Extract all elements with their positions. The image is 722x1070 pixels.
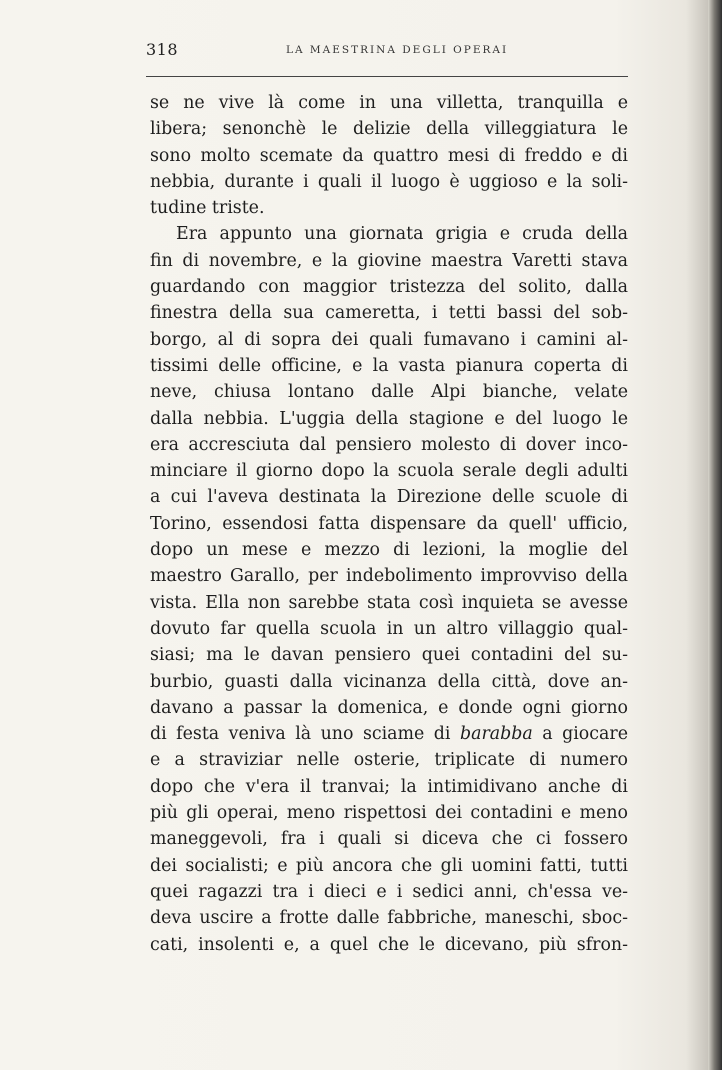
text-line: guardando con maggior tristezza del solito, dalla	[150, 277, 628, 298]
text-segment: di festa veniva là uno sciame di	[150, 724, 460, 745]
text-line: minciare il giorno dopo la scuola serale degli adulti	[150, 461, 628, 482]
text-line: davano a passar la domenica, e donde ogni giorno	[150, 697, 628, 718]
text-segment: a giocare	[532, 724, 628, 745]
paragraph-start-line: Era appunto una giornata grigia e cruda della	[176, 224, 628, 245]
text-line: e a straviziar nelle osterie, triplicate di numero	[150, 750, 628, 771]
text-line: dalla nebbia. L'uggia della stagione e del luogo le	[150, 408, 628, 429]
text-line: burbio, guasti dalla vicinanza della città, dove an-	[150, 671, 628, 692]
text-line: era accresciuta dal pensiero molesto di dover inco-	[150, 434, 628, 455]
text-line: deva uscire a frotte dalle fabbriche, maneschi, sboc-	[150, 908, 628, 929]
text-line: dovuto far quella scuola in un altro villaggio qual-	[150, 618, 628, 639]
text-line: maneggevoli, fra i quali si diceva che ci fossero	[150, 829, 628, 850]
book-binding-edge	[708, 0, 722, 1070]
text-line: libera; senonchè le delizie della villeggiatura le	[150, 119, 628, 140]
page-header	[146, 40, 630, 64]
text-line: più gli operai, meno rispettosi dei contadini e meno	[150, 803, 628, 824]
text-line: neve, chiusa lontano dalle Alpi bianche, velate	[150, 382, 628, 403]
text-line: siasi; ma le davan pensiero quei contadini del su-	[150, 645, 628, 666]
text-line: dopo che v'era il tranvai; la intimidivano anche di	[150, 776, 628, 797]
text-line: finestra della sua cameretta, i tetti bassi del sob-	[150, 303, 628, 324]
text-line: dei socialisti; e più ancora che gli uomini fatti, tutti	[150, 855, 628, 876]
italic-word: barabba	[459, 724, 533, 745]
page-number: 318	[146, 40, 179, 59]
text-line: borgo, al di sopra dei quali fumavano i camini al-	[150, 329, 628, 350]
text-line: tudine triste.	[150, 198, 265, 219]
text-line: tissimi delle officine, e la vasta pianura coperta di	[150, 355, 628, 376]
text-line: nebbia, durante i quali il luogo è uggioso e la soli-	[150, 171, 628, 192]
text-line: sono molto scemate da quattro mesi di freddo e di	[150, 145, 628, 166]
text-line: Torino, essendosi fatta dispensare da quell' ufficio,	[150, 513, 628, 534]
text-line: vista. Ella non sarebbe stata così inquieta se avesse	[150, 592, 628, 613]
header-rule	[146, 76, 628, 77]
text-line: a cui l'aveva destinata la Direzione delle scuole di	[150, 487, 628, 508]
text-line: se ne vive là come in una villetta, tranquilla e	[150, 93, 628, 113]
running-title: LA MAESTRINA DEGLI OPERAI	[286, 44, 509, 56]
text-line-with-italic	[150, 721, 628, 747]
text-line: cati, insolenti e, a quel che le dicevano, più sfron-	[150, 934, 628, 955]
body-text	[150, 90, 628, 958]
text-line: maestro Garallo, per indebolimento improvviso della	[150, 566, 628, 587]
text-line: quei ragazzi tra i dieci e i sedici anni, ch'essa ve-	[150, 881, 628, 902]
text-line: fin di novembre, e la giovine maestra Varetti stava	[150, 250, 628, 271]
text-line: dopo un mese e mezzo di lezioni, la moglie del	[150, 540, 628, 561]
